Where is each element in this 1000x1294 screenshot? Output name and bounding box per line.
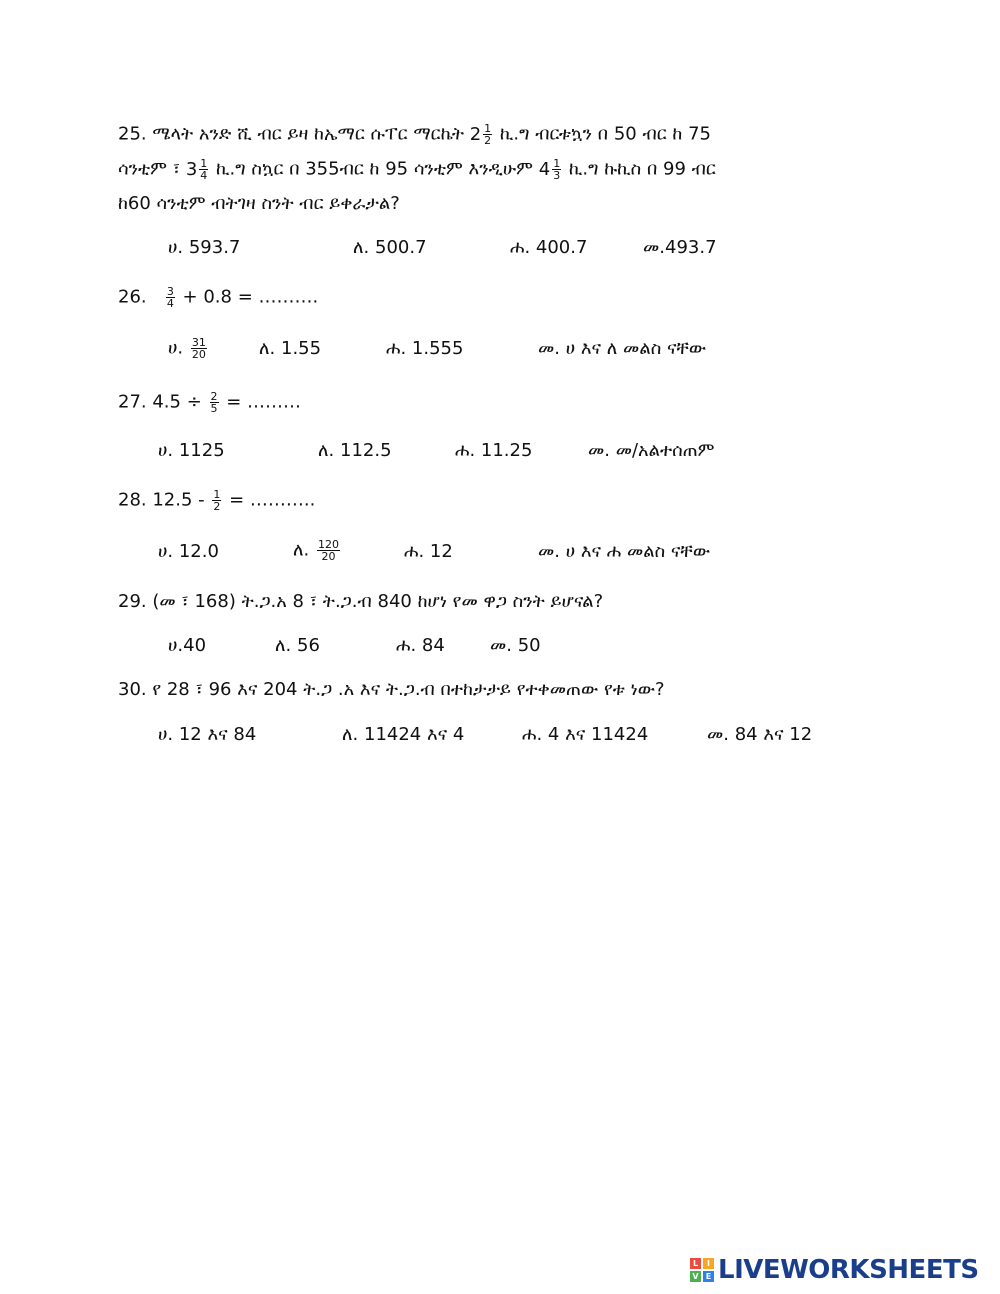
logo-blocks-icon (690, 1258, 714, 1282)
whole: 3 (185, 158, 198, 180)
q27-option-a[interactable]: ሀ. 1125 (158, 440, 225, 461)
q26-expression: + 0.8 = ………. (182, 286, 319, 308)
liveworksheets-logo (690, 1255, 979, 1285)
q27-option-c[interactable]: ሐ. 11.25 (455, 440, 533, 461)
numerator: 1 (553, 157, 561, 170)
denominator: 20 (191, 348, 206, 361)
q25-line-1 (118, 123, 711, 146)
q30-question: 30. የ 28 ፣ 96 እና 204 ት.ጋ .አ እና ት.ጋ.ብ በተከታታይ የተቀመጠው የቱ ነው? (118, 679, 665, 700)
logo-block: E (703, 1271, 714, 1282)
q28-option-d[interactable]: መ. ሀ እና ሐ መልስ ናቸው (538, 541, 711, 562)
q28-expression-end: = ……….. (229, 489, 316, 511)
q27-fraction (210, 391, 219, 414)
whole: 2 (469, 123, 482, 145)
q26-option-a[interactable] (168, 337, 209, 360)
q28-expression-start: 28. 12.5 - (118, 489, 205, 511)
denominator: 2 (213, 500, 221, 513)
denominator: 2 (484, 134, 492, 147)
logo-block: L (690, 1258, 701, 1269)
q29-option-d[interactable]: መ. 50 (490, 635, 541, 656)
denominator: 3 (553, 169, 561, 182)
q30-option-c[interactable]: ሐ. 4 እና 11424 (522, 724, 649, 745)
q30-option-b[interactable]: ለ. 11424 እና 4 (342, 724, 465, 745)
q25-text: 25. ሜላት አንድ ሺ ብር ይዛ ከኤማር ሱፐር ማርኬት (118, 123, 464, 145)
q28-option-a[interactable]: ሀ. 12.0 (158, 541, 219, 562)
q27-option-b[interactable]: ለ. 112.5 (318, 440, 392, 461)
numerator: 3 (166, 285, 174, 298)
logo-block: I (703, 1258, 714, 1269)
q29-option-a[interactable]: ሀ.40 (168, 635, 207, 656)
q28-question (118, 489, 315, 512)
q25-text: ሳንቲም ፣ (118, 158, 181, 180)
q25-text: ኪ.ግ ስኳር በ 355ብር ከ 95 ሳንቲም እንዲሁም (216, 158, 533, 180)
denominator: 20 (321, 550, 336, 563)
q25-mixed-number-3 (539, 159, 569, 180)
numerator: 1 (200, 157, 208, 170)
q26-option-b[interactable]: ለ. 1.55 (259, 338, 322, 359)
logo-block: V (690, 1271, 701, 1282)
q29-option-c[interactable]: ሐ. 84 (396, 635, 445, 656)
q28-option-b[interactable] (293, 539, 342, 562)
q25-option-d[interactable]: መ.493.7 (643, 237, 717, 258)
q27-expression-start: 27. 4.5 ÷ (118, 391, 202, 413)
logo-text: LIVEWORKSHEETS (718, 1255, 979, 1285)
option-letter: ለ. (293, 539, 310, 561)
q27-expression-end: = ……… (226, 391, 302, 413)
q26-fraction (166, 286, 175, 309)
numerator: 1 (213, 488, 221, 501)
q25-mixed-number-1 (470, 124, 500, 145)
q25-mixed-number-2 (186, 159, 216, 180)
q26-option-a-fraction (191, 337, 207, 360)
denominator: 4 (166, 297, 174, 310)
q25-line-3: ከ60 ሳንቲም ብትገዛ ስንት ብር ይቀራታል? (118, 193, 400, 214)
q25-option-c[interactable]: ሐ. 400.7 (510, 237, 588, 258)
q25-line-2 (118, 158, 716, 181)
denominator: 5 (210, 402, 218, 415)
q28-fraction (212, 489, 221, 512)
numerator: 1 (484, 122, 492, 135)
q30-option-a[interactable]: ሀ. 12 እና 84 (158, 724, 257, 745)
q26-number: 26. (118, 286, 147, 308)
option-letter: ሀ. (168, 337, 184, 359)
q25-option-b[interactable]: ለ. 500.7 (353, 237, 427, 258)
fraction (552, 158, 561, 181)
q28-option-b-fraction (317, 539, 340, 562)
q27-question (118, 391, 301, 414)
q26-option-c[interactable]: ሐ. 1.555 (386, 338, 464, 359)
fraction (199, 158, 208, 181)
q28-option-c[interactable]: ሐ. 12 (404, 541, 453, 562)
q25-text: ኪ.ግ ብርቱኳን በ 50 ብር ከ 75 (499, 123, 711, 145)
q29-question: 29. (መ ፣ 168) ት.ጋ.አ 8 ፣ ት.ጋ.ብ 840 ከሆነ የመ ዋጋ ስንት ይሆናል? (118, 591, 604, 612)
numerator: 120 (318, 538, 340, 551)
numerator: 31 (191, 336, 206, 349)
q30-option-d[interactable]: መ. 84 እና 12 (707, 724, 813, 745)
numerator: 2 (210, 390, 218, 403)
q27-option-d[interactable]: መ. መ/አልተሰጠም (588, 440, 715, 461)
q26-question (118, 286, 318, 309)
q29-option-b[interactable]: ለ. 56 (275, 635, 320, 656)
q26-option-d[interactable]: መ. ሀ እና ለ መልስ ናቸው (538, 338, 707, 359)
whole: 4 (538, 158, 551, 180)
q25-option-a[interactable]: ሀ. 593.7 (168, 237, 241, 258)
denominator: 4 (200, 169, 208, 182)
fraction (483, 123, 492, 146)
q25-text: ኪ.ግ ኩኪስ በ 99 ብር (568, 158, 716, 180)
